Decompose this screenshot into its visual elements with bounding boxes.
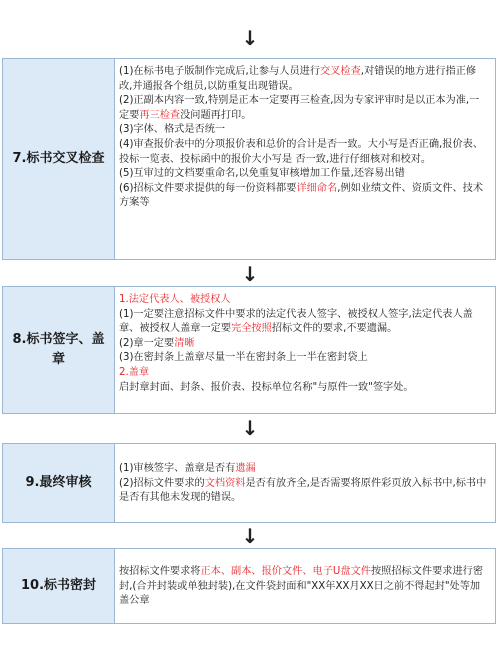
step-8-title: 8.标书签字、盖章	[3, 287, 115, 413]
step-10-title: 10.标书密封	[3, 549, 115, 623]
line-text: 是否有放齐全,是否需要将原件彩页放入标书中,标书中是否有其他未发现的错误。	[119, 477, 487, 504]
step-line	[119, 308, 489, 337]
flow-arrow-1: ↓	[241, 26, 259, 50]
highlighted-text: 再三检查	[139, 109, 181, 121]
highlighted-text: 1.法定代表人、被授权人	[119, 294, 231, 305]
line-text: (1)在标书电子版制作完成后,让参与人员进行	[119, 66, 321, 77]
line-text: (3)在密封条上盖章尽量一半在密封条上一半在密封袋上	[119, 352, 368, 364]
step-10-sealing	[2, 548, 496, 624]
flow-arrow-3: ↓	[241, 416, 259, 440]
line-text: (2)章一定要	[119, 337, 175, 349]
flow-arrow-2: ↓	[241, 262, 259, 286]
step-text	[119, 462, 489, 506]
highlighted-text: 详细命名	[296, 182, 338, 194]
line-text: (2)招标文件要求的	[119, 477, 205, 489]
step-line	[119, 167, 489, 182]
line-text: (3)字体、格式是否统一	[119, 124, 226, 136]
step-8-sign-seal	[2, 286, 496, 414]
step-line	[119, 123, 489, 138]
line-text: (4)审查报价表中的分项报价表和总价的合计是否一致。大小写是否正确,报价表、投标一览表、投标函中的报价大小写是 否一致,进行仔细核对和校对。	[119, 138, 484, 165]
line-text: 招标文件的要求,不要遗漏。	[271, 323, 398, 335]
line-text: 没问题再打印。	[180, 109, 252, 121]
step-text	[119, 565, 489, 609]
step-9-title: 9.最终审核	[3, 444, 115, 522]
line-text: 按照招标文件要求进行密封,(合并封装或单独封装),在文件袋封面和"XX年XX月XX日之前不得起封"处等加盖公章	[119, 566, 484, 607]
highlighted-text: 交叉检查	[320, 66, 361, 77]
highlighted-text: 完全按照	[231, 323, 272, 335]
step-text	[119, 65, 489, 211]
step-7-cross-check	[2, 58, 496, 260]
step-9-final-review	[2, 443, 496, 523]
step-line	[119, 337, 489, 352]
highlighted-text: 遗漏	[235, 463, 256, 475]
step-line	[119, 381, 489, 396]
line-text: 按招标文件要求将	[119, 566, 201, 578]
step-text	[119, 293, 489, 395]
highlighted-text: 正本、副本、报价文件、电子U盘文件	[200, 566, 371, 578]
step-line	[119, 65, 489, 94]
step-line	[119, 94, 489, 123]
line-text: ,例如业绩文件、资质文件、技术方案等	[119, 182, 484, 209]
step-10-content	[115, 549, 495, 623]
line-text: (1)审核签字、盖章是否有	[119, 463, 236, 475]
step-7-title: 7.标书交叉检查	[3, 59, 115, 259]
highlighted-text: 2.盖章	[119, 366, 150, 378]
line-text: (5)互审过的文档要重命名,以免重复审核增加工作量,还容易出错	[119, 168, 405, 180]
line-text: (6)招标文件要求提供的每一份资料都要	[119, 182, 297, 194]
highlighted-text: 文档资料	[204, 477, 246, 489]
step-line	[119, 477, 489, 506]
step-line	[119, 351, 489, 366]
flow-arrow-4: ↓	[241, 524, 259, 548]
step-line	[119, 462, 489, 477]
step-line	[119, 366, 489, 381]
line-text: 启封章封面、封条、报价表、投标单位名称"与原件一致"签字处。	[119, 381, 414, 393]
step-line	[119, 182, 489, 211]
step-8-content	[115, 287, 495, 413]
line-text: ,对错误的地方进行指正修改,并通报各个组员,以防重复出现错误。	[119, 66, 477, 92]
step-line	[119, 565, 489, 609]
step-line	[119, 293, 489, 308]
line-text: (1)一定要注意招标文件中要求的法定代表人签字、被授权人签字,法定代表人盖章、被授权人盖章一定要	[119, 308, 473, 335]
highlighted-text: 清晰	[174, 337, 195, 349]
line-text: (2)正副本内容一致,特别是正本一定要再三检查,因为专家评审时是以正本为准,一定要	[119, 95, 480, 121]
step-line	[119, 138, 489, 167]
step-7-content	[115, 59, 495, 259]
step-9-content	[115, 444, 495, 522]
